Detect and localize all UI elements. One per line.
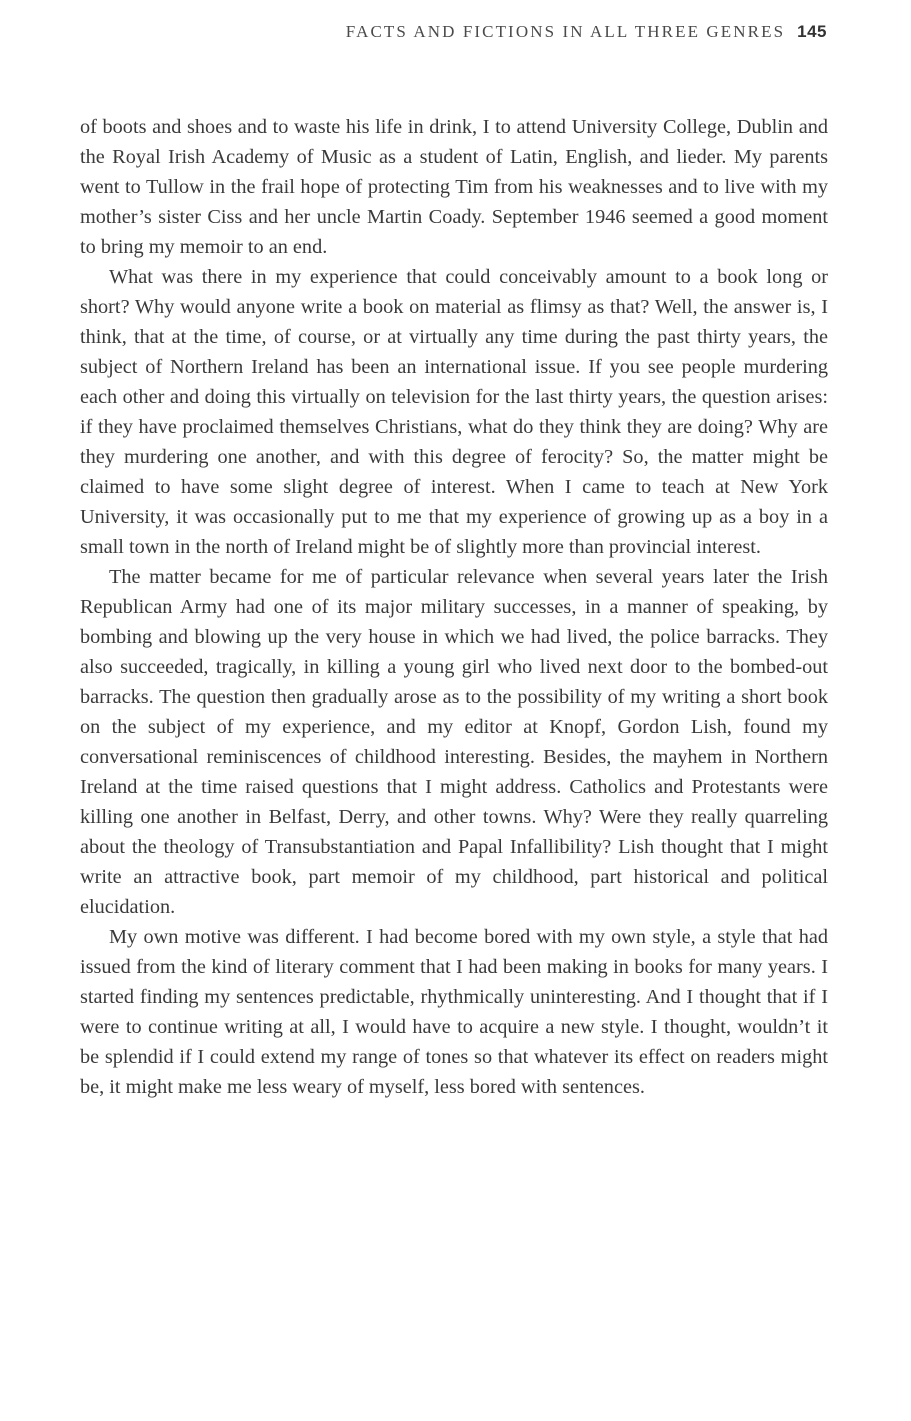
running-head: [346, 22, 827, 42]
paragraph: What was there in my experience that could conceivably amount to a book long or short? Why would anyone write a book on material as flimsy as that? Well, the answer is, I think, that at the time, of course, or at virtually any time during the past thirty years, the subject of Northern Ireland has been an international issue. If you see people murdering each other and doing this virtually on television for the last thirty years, the question arises: if they have proclaimed themselves Christians, what do they think they are doing? Why are they murdering one another, and with this degree of ferocity? So, the matter might be claimed to have some slight degree of interest. When I came to teach at New York University, it was occasionally put to me that my experience of growing up as a boy in a small town in the north of Ireland might be of slightly more than provincial interest.: [80, 266, 828, 558]
paragraph: The matter became for me of particular relevance when several years later the Irish Republican Army had one of its major military successes, in a manner of speaking, by bombing and blowing up the very house in which we had lived, the police barracks. They also succeeded, tragically, in killing a young girl who lived next door to the bombed-out barracks. The question then gradually arose as to the possibility of my writing a short book on the subject of my experience, and my editor at Knopf, Gordon Lish, found my conversational reminiscences of childhood interesting. Besides, the mayhem in Northern Ireland at the time raised questions that I might address. Catholics and Protestants were killing one another in Belfast, Derry, and other towns. Why? Were they really quarreling about the theology of Transubstantiation and Papal Infallibility? Lish thought that I might write an attractive book, part memoir of my childhood, part historical and political elucidation.: [80, 566, 828, 918]
body-text: [80, 112, 828, 1102]
running-title: FACTS AND FICTIONS IN ALL THREE GENRES: [345, 22, 786, 41]
page-number: 145: [797, 22, 827, 41]
paragraph-continued: of boots and shoes and to waste his life in drink, I to attend University College, Dublin and the Royal Irish Academy of Music as a student of Latin, English, and lieder. My parents went to Tullow in the frail hope of protecting Tim from his weaknesses and to live with my mother’s sister Ciss and her uncle Martin Coady. September 1946 seemed a good moment to bring my memoir to an end.: [80, 116, 828, 258]
paragraph: My own motive was different. I had become bored with my own style, a style that had issued from the kind of literary comment that I had been making in books for many years. I started finding my sentences predictable, rhythmically uninteresting. And I thought that if I were to continue writing at all, I would have to acquire a new style. I thought, wouldn’t it be splendid if I could extend my range of tones so that whatever its effect on readers might be, it might make me less weary of myself, less bored with sentences.: [80, 926, 828, 1098]
